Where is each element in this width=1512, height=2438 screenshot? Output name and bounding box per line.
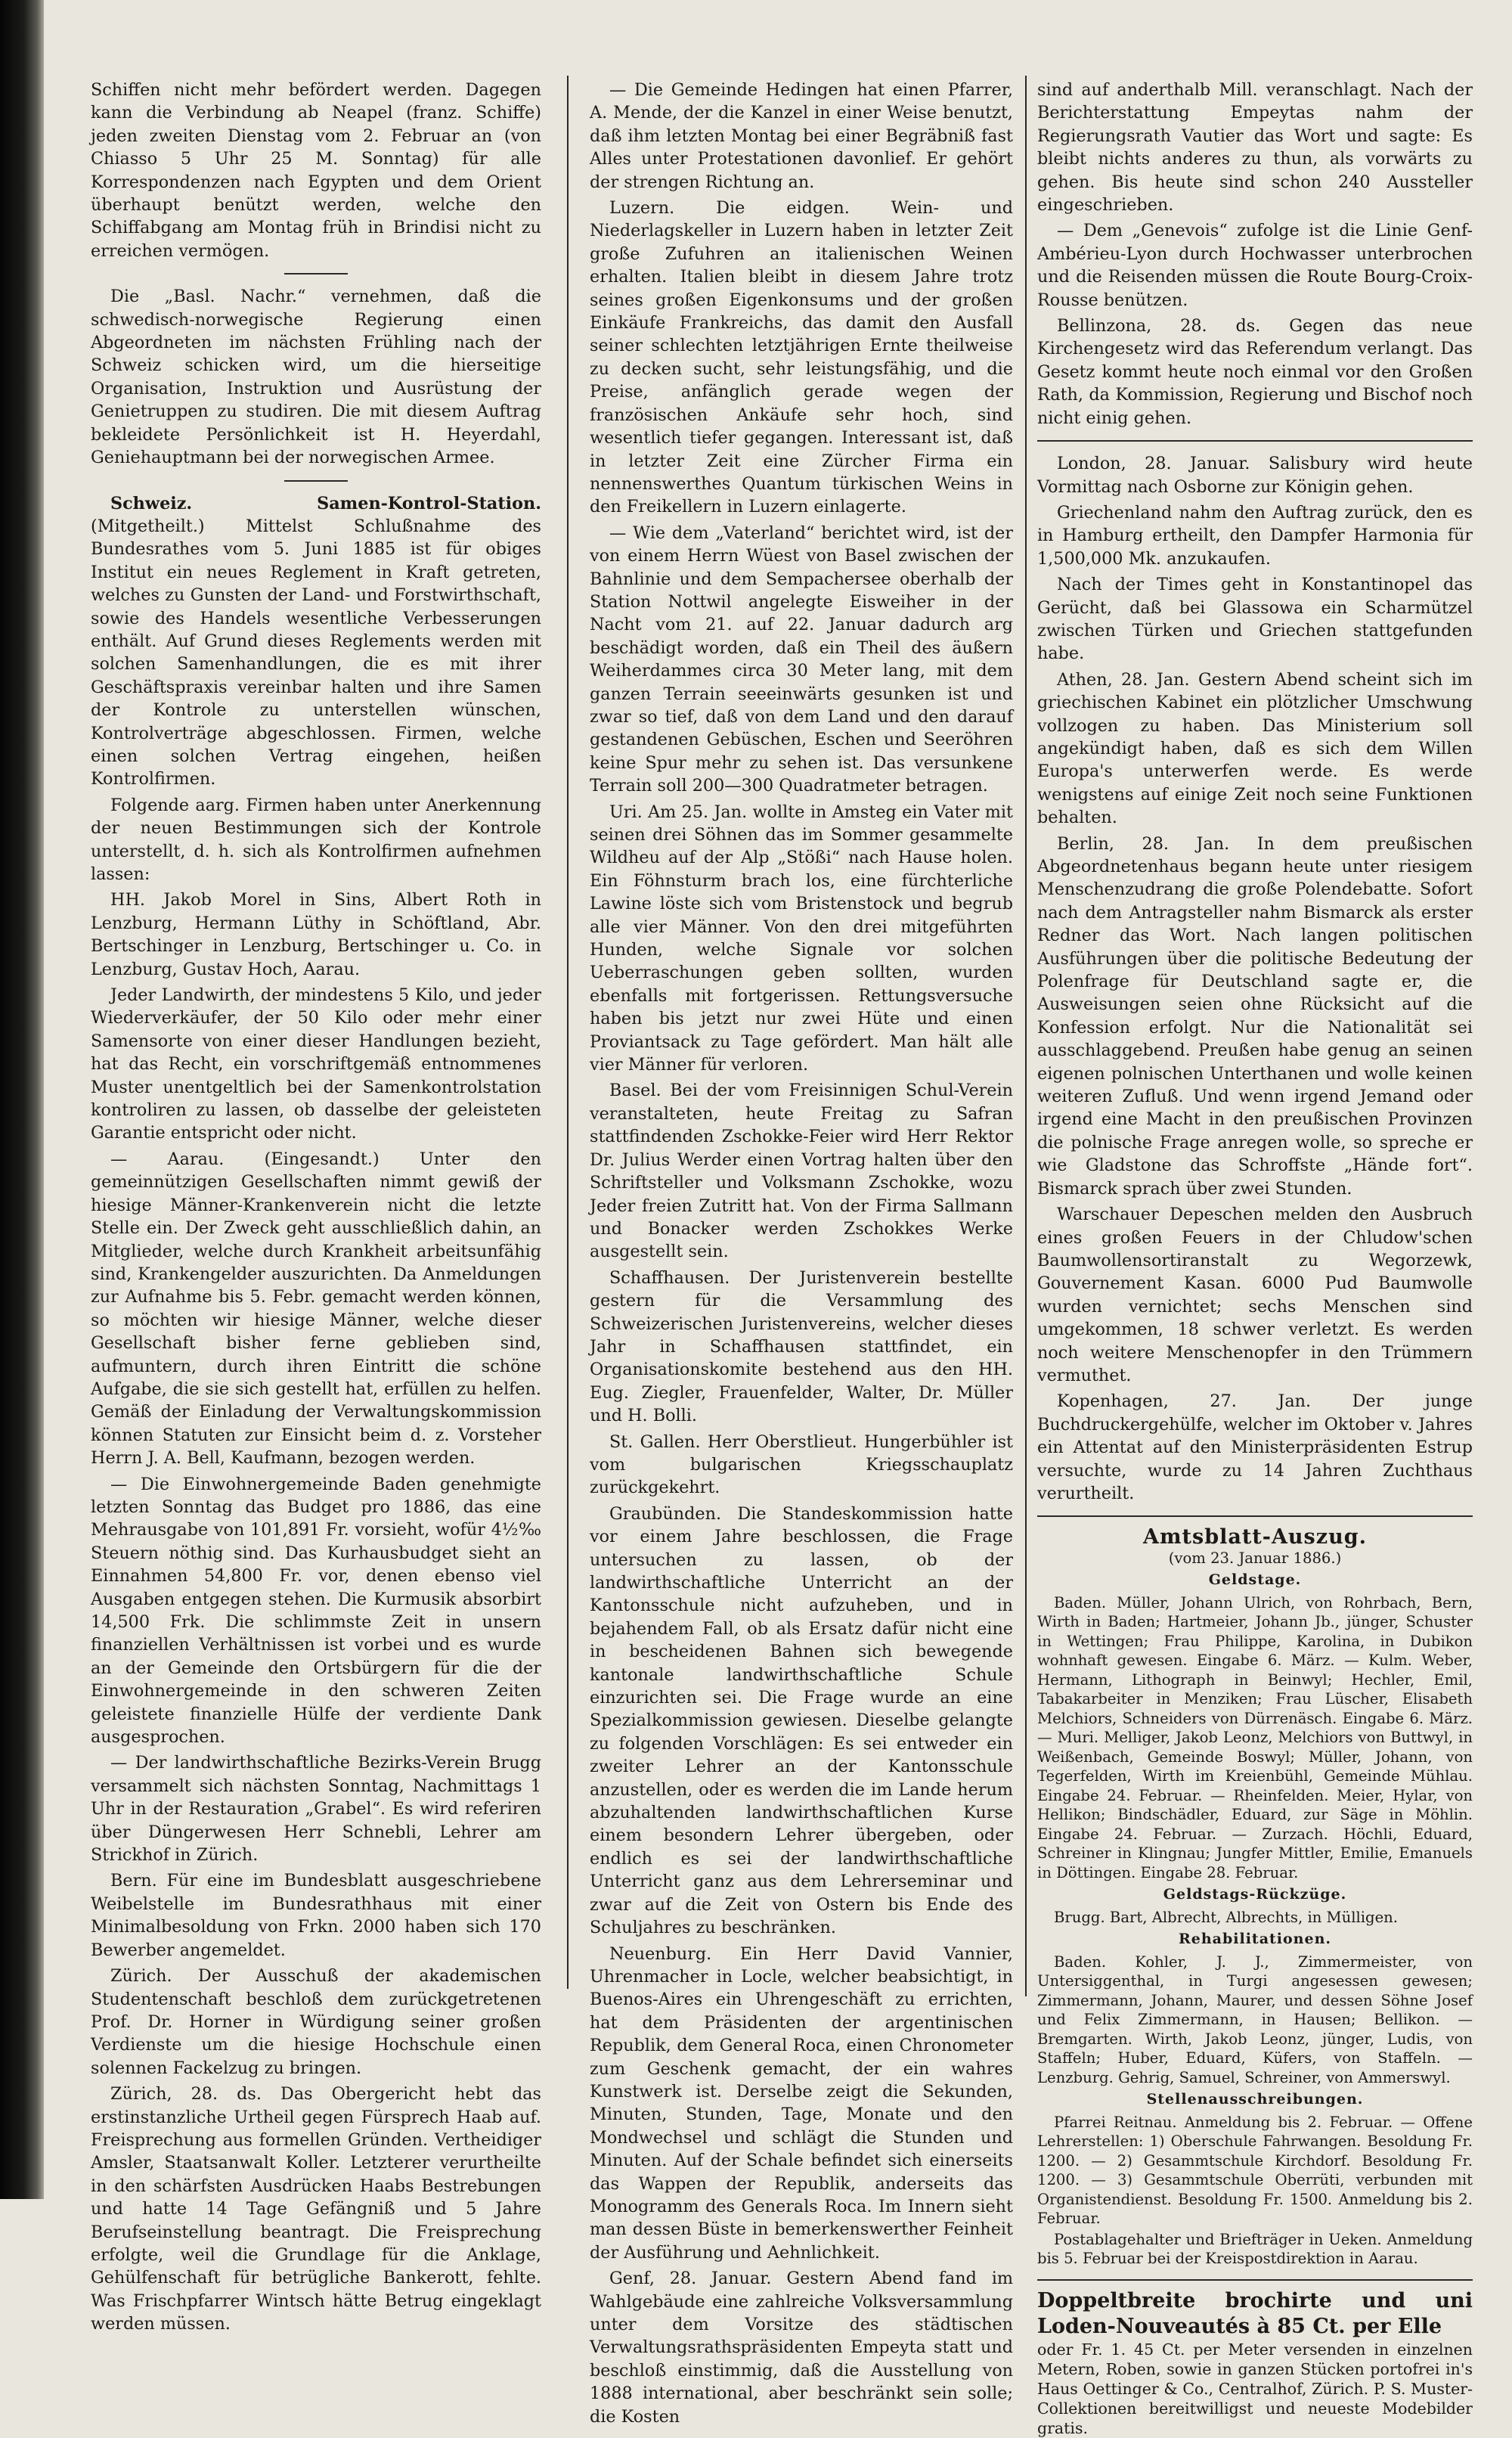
amtsblatt-section [1037, 1525, 1473, 2269]
article-berlin: Berlin, 28. Jan. In dem preußischen Abgeordnetenhaus begann heute unter riesigem Menschenzudrang die große Polendebatte. Sofort nach dem Antragsteller nahm Bismarck als erster Redner das Wort. Nach langen politischen Ausführungen über die politische Bedeutung der Polenfrage für Deutschland sagte er, die Ausweisungen seien ohne Rücksicht auf die Konfession erfolgt. Nur die Nationalität sei ausschlaggebend. Preußen habe genug an seinen eigenen polnischen Unterthanen und wolle keinen weiteren Zufluß. Und wenn irgend Jemand oder irgend eine Macht in den preußischen Provinzen die polnische Frage anregen wolle, so spreche er wie Gladstone das Schroffste „Hände fort“. Bismarck sprach über zwei Stunden. [1037, 833, 1473, 1199]
column-3 [1037, 79, 1473, 2438]
separator [1037, 1515, 1473, 1517]
article-st-gallen: St. Gallen. Herr Oberstlieut. Hungerbühler ist vom bulgarischen Kriegsschauplatz zurückgekehrt. [590, 1431, 1013, 1498]
geldstage-heading: Geldstage. [1208, 1571, 1302, 1589]
separator [284, 480, 348, 482]
article-bern: Bern. Für eine im Bundesblatt ausgeschriebene Weibelstelle im Bundesrathhaus mit einer Minimalbesoldung von Frkn. 2000 haben sich 170 Bewerber angemeldet. [91, 1871, 541, 1960]
article-zurich-students: Zürich. Der Ausschuß der akademischen Studentenschaft beschloß dem zurückgetretenen Prof. Dr. Horner in Würdigung seiner großen Verdienste um die hiesige Hochschule einen solennen Fackelzug zu bringen. [91, 1966, 541, 2078]
advertisement [1037, 2279, 1473, 2438]
column-2 [590, 79, 1013, 2431]
geldstage-text: Baden. Müller, Johann Ulrich, von Rohrbach, Bern, Wirth in Baden; Hartmeier, Johann Jb., jünger, Schuster in Wettingen; Frau Philippe, Karolina, in Dubikon wohnhaft gewesen. Eingabe 6. März. — Kulm. Weber, Hermann, Lithograph in Beinwyl; Hechler, Emil, Tabakarbeiter in Menziken; Frau Lüscher, Elisabeth Melchiors, Schneiders von Dürrenäsch. Eingabe 6. März. — Muri. Melliger, Jakob Leonz, Melchiors von Buttwyl, in Weißenbach, Gemeinde Boswyl; Müller, Johann, von Tegerfelden, Wirth im Kreienbühl, Gemeinde Mühlau. Eingabe 24. Februar. — Rheinfelden. Meier, Hylar, von Hellikon; Bindschädler, Eduard, zur Säge in Möhlin. Eingabe 24. Februar. — Zurzach. Höchli, Eduard, Schreiner in Klingnau; Jungfer Mittler, Emilie, Emanuels in Döttingen. Eingabe 28. Februar. [1037, 1593, 1473, 1881]
article-kopenhagen: Kopenhagen, 27. Jan. Der junge Buchdruckergehülfe, welcher im Oktober v. Jahres ein Attentat auf den Ministerpräsidenten Estrup versuchte, wurde zu 14 Jahren Zuchthaus verurtheilt. [1037, 1391, 1473, 1503]
article-neuenburg: Neuenburg. Ein Herr David Vannier, Uhrenmacher in Locle, welcher beabsichtigt, in Buenos-Aires ein Uhrengeschäft zu errichten, hat dem Präsidenten der argentinischen Republik, dem General Roca, einen Chronometer zum Geschenk gemacht, der ein wahres Kunstwerk ist. Derselbe zeigt die Sekunden, Minuten, Stunden, Tage, Monate und den Mondwechsel und schlägt die Stunden und Minuten. Auf der Schale befindet sich einerseits das Wappen der Republik, anderseits das Monogramm des Generals Roca. Im Innern sieht man dessen Büste in bemerkenswerther Feinheit der Ausführung und Aehnlichkeit. [590, 1943, 1013, 2263]
article-seed-firms-list: HH. Jakob Morel in Sins, Albert Roth in Lenzburg, Hermann Lüthy in Schöftland, Abr. Bertschinger in Lenzburg, Bertschinger u. Co. in Lenzburg, Gustav Hoch, Aarau. [91, 890, 541, 979]
article-warschau: Warschauer Depeschen melden den Ausbruch eines großen Feuers in der Chludow'schen Baumwollensortiranstalt zu Wegorzewk, Gouvernement Kasan. 6000 Pud Baumwolle wurden vernichtet; sechs Menschen sind umgekommen, 18 schwer verletzt. Es werden noch weitere Menschenopfer in den Trümmern vermuthet. [1037, 1205, 1473, 1385]
article-schaffhausen: Schaffhausen. Der Juristenverein bestellte gestern für die Versammlung des Schweizerischen Juristenvereins, welcher dieses Jahr in Schaffhausen stattfindet, ein Organisationskomite bestehend aus den HH. Eug. Ziegler, Frauenfelder, Walter, Dr. Müller und H. Bolli. [590, 1267, 1013, 1426]
amtsblatt-date: (vom 23. Januar 1886.) [1168, 1549, 1342, 1567]
geldstags-rueckzuege-text: Brugg. Bart, Albrecht, Albrechts, in Mülligen. [1054, 1908, 1399, 1926]
separator [1037, 440, 1473, 442]
post-text: Postablagehalter und Briefträger in Ueken. Anmeldung bis 5. Februar bei der Kreispostdirektion in Aarau. [1037, 2230, 1473, 2268]
article-greece-ship: Griechenland nahm den Auftrag zurück, den es in Hamburg ertheilt, den Dampfer Harmonia für 1,500,000 Mk. anzukaufen. [1037, 502, 1473, 569]
article-bellinzona: Bellinzona, 28. ds. Gegen das neue Kirchengesetz wird das Referendum verlangt. Das Gesetz kommt heute noch einmal vor den Großen Rath, da Kommission, Regierung und Bischof noch nicht einig gehen. [1037, 316, 1473, 428]
article-seed-station: (Mitgetheilt.) Mittelst Schlußnahme des Bundesrathes vom 5. Juni 1885 ist für obiges Institut ein neues Reglement in Kraft getreten, welches zu Gunsten der Land- und Forstwirthschaft, sowie des Handels wesentliche Verbesserungen enthält. Auf Grund dieses Reglements werden mit solchen Samenhandlungen, die es mit ihrer Geschäftspraxis vereinbar halten und ihre Samen der Kontrole zu unterstellen wünschen, Kontrolverträge abgeschlossen. Firmen, welche einen solchen Vertrag eingehen, heißen Kontrolfirmen. [91, 516, 541, 789]
column-divider [567, 76, 569, 1989]
article-zurich-court: Zürich, 28. ds. Das Obergericht hebt das erstinstanzliche Urtheil gegen Fürsprech Haab auf. Freisprechung aus formellen Gründen. Vertheidiger Amsler, Staatsanwalt Koller. Letzterer verurtheilte in den schärfsten Ausdrücken Haabs Bestrebungen und hatte 14 Tage Gefängniß und 5 Jahre Berufseinstellung beantragt. Die Freisprechung erfolgte, weil die Grundlage für die Anklage, Gehülfenschaft für betrügliche Bankerott, fehlte. Was Frischpfarrer Wintsch hätte Betrug eingeklagt werden müssen. [91, 2084, 541, 2334]
article-aarau-sick-fund: — Aarau. (Eingesandt.) Unter den gemeinnützigen Gesellschaften nimmt gewiß der hiesige Männer-Krankenverein nicht die letzte Stelle ein. Der Zweck geht ausschließlich dahin, an Mitglieder, welche durch Krankheit arbeitsunfähig sind, Krankengelder auszurichten. Da Anmeldungen zur Aufnahme bis 5. Febr. gemacht werden können, so möchten wir hiesige Männer, welche dieser Gesellschaft bisher ferne geblieben sind, aufmuntern, durch ihren Eintritt die schöne Aufgabe, die sie sich gestellt hat, erfüllen zu helfen. Gemäß der Einladung der Verwaltungskommission können Statuten zur Einsicht beim d. z. Vorsteher Herrn J. A. Bell, Kaufmann, bezogen werden. [91, 1149, 541, 1469]
article-graubuenden: Graubünden. Die Standeskommission hatte vor einem Jahre beschlossen, die Frage untersuchen zu lassen, ob der landwirthschaftliche Unterricht an der Kantonsschule nicht aufzuheben, und in bejahendem Fall, ob als Ersatz dafür nicht eine in bescheidenen Bahnen sich bewegende kantonale landwirthschaftliche Schule einzurichten sei. Die Frage wurde an eine Spezialkommission gewiesen. Dieselbe gelangte zu folgenden Vorschlägen: Es sei entweder ein zweiter Lehrer an der Kantonsschule anzustellen, oder es werden die im Lande herum abzuhaltenden landwirthschaftlichen Kurse einem besondern Lehrer übergeben, oder endlich es sei der landwirthschaftliche Unterricht ganz aus dem Lehrerseminar und zwar auf die Zeit von Ostern bis Ende des Schuljahres zu beschränken. [590, 1503, 1013, 1938]
article-brugg-farmers: — Der landwirthschaftliche Bezirks-Verein Brugg versammelt sich nächsten Sonntag, Nachmittags 1 Uhr in der Restauration „Grabel“. Es wird referiren über Düngerwesen Herr Schnebli, Lehrer am Strickhof in Zürich. [91, 1753, 541, 1866]
ad-body: oder Fr. 1. 45 Ct. per Meter versenden in einzelnen Metern, Roben, sowie in ganzen Stücken portofrei in's Haus Oettinger & Co., Centralhof, Zürich. P. S. Muster-Collektionen bereitwilligst und neueste Modebilder gratis. [1037, 2340, 1473, 2437]
article-luzern-wine: Luzern. Die eidgen. Wein- und Niederlagskeller in Luzern haben in letzter Zeit große Zufuhren an italienischen Weinen erhalten. Italien bleibt in diesem Jahre trotz seines großen Eigenkonsums und der großen Einkäufe Frankreichs, das damit den Ausfall seiner schlechten letztjährigen Ernte theilweise zu decken sucht, sehr leistungsfähig, und die Preise, anfänglich gerade wegen der französischen Ankäufe sehr hoch, sind wesentlich tiefer gegangen. Interessant ist, daß in letzter Zeit eine Zürcher Firma ein nennenswerthes Quantum türkischen Weins in den Freikellern in Luzern einlagerte. [590, 198, 1013, 517]
article-heading-seed-station: Schweiz. Samen-Kontrol-Station. [110, 493, 541, 513]
amtsblatt-title: Amtsblatt-Auszug. [1143, 1525, 1367, 1549]
stellen-text: Pfarrei Reitnau. Anmeldung bis 2. Februar. — Offene Lehrerstellen: 1) Oberschule Fahrwangen. Besoldung Fr. 1200. — 2) Gesammtschule Kirchdorf. Besoldung Fr. 1200. — 3) Gesammtschule Oberrüti, verbunden mit Organistendienst. Besoldung Fr. 1500. Anmeldung bis 2. Februar. [1037, 2113, 1473, 2228]
rehabilitationen-heading: Rehabilitationen. [1178, 1931, 1332, 1948]
article-hedingen: — Die Gemeinde Hedingen hat einen Pfarrer, A. Mende, der die Kanzel in einer Weise benutzt, daß ihm letzten Montag bei einer Begräbniß fast Alles unter Protestationen davonlief. Er gehört der strengen Richtung an. [590, 80, 1013, 192]
article-basel-zschokke: Basel. Bei der vom Freisinnigen Schul-Verein veranstalteten, heute Freitag zu Safran stattfindenden Zschokke-Feier wird Herr Rektor Dr. Julius Werder einen Vortrag halten über den Schriftsteller und Volksmann Zschokke, wozu Jeder freien Zutritt hat. Von der Firma Sallmann und Bonacker werden Zschokkes Werke ausgestellt sein. [590, 1081, 1013, 1262]
newspaper-page [91, 79, 1483, 2437]
article-genf: Genf, 28. Januar. Gestern Abend fand im Wahlgebäude eine zahlreiche Volksversammlung unter dem Vorsitze des städtischen Verwaltungsrathspräsidenten Empeyta statt und beschloß einstimmig, daß die Ausstellung von 1888 international, aber beschränkt sein solle; die Kosten [590, 2269, 1013, 2427]
article-seed-firms-intro: Folgende aarg. Firmen haben unter Anerkennung der neuen Bestimmungen sich der Kontrole unterstellt, d. h. sich als Kontrolfirmen aufnehmen lassen: [91, 795, 541, 884]
column-divider [1025, 76, 1027, 1996]
article-postal-service: Schiffen nicht mehr befördert werden. Dagegen kann die Verbindung ab Neapel (franz. Schiffe) jeden zweiten Dienstag vom 2. Februar an (von Chiasso 5 Uhr 25 M. Sonntag) für alle Korrespondenzen nach Egypten und dem Orient überhaupt benützt werden, welche den Schiffabgang am Montag früh in Brindisi nicht zu erreichen vermögen. [91, 80, 541, 261]
geldstags-rueckzuege-heading: Geldstags-Rückzüge. [1163, 1886, 1347, 1903]
article-seed-farmers: Jeder Landwirth, der mindestens 5 Kilo, und jeder Wiederverkäufer, der 50 Kilo oder mehr einer Samensorte von einer dieser Handlungen bezieht, hat das Recht, ein vorschriftgemäß entnommenes Muster unentgeltlich bei der Samenkontrolstation kontroliren zu lassen, ob dasselbe der geleisteten Garantie entspricht oder nicht. [91, 985, 541, 1143]
book-binding-edge [0, 0, 44, 2199]
article-uri-avalanche: Uri. Am 25. Jan. wollte in Amsteg ein Vater mit seinen drei Söhnen das im Sommer gesammelte Wildheu auf der Alp „Stößi“ nach Hause holen. Ein Föhnsturm brach los, eine fürchterliche Lawine löste sich vom Bristenstock und begrub alle vier Männer. Von den drei mitgeführten Hunden, welche Signale vor solchen Ueberraschungen geben sollten, wurden ebenfalls mit fortgerissen. Rettungsversuche haben bis jetzt nur zwei Hüte und einen Proviantsack zu Tage gefördert. Man hält alle vier Männer für verloren. [590, 802, 1013, 1075]
article-genf-cont: sind auf anderthalb Mill. veranschlagt. Nach der Berichterstattung Empeytas nahm der Regierungsrath Vautier das Wort und sagte: Es bleibt nichts anderes zu thun, als vorwärts zu gehen. Bis heute sind schon 240 Aussteller eingeschrieben. [1037, 80, 1473, 216]
ad-title: Doppeltbreite brochirte und uni Loden-Nouveautés à 85 Ct. per Elle [1037, 2288, 1473, 2338]
article-genevois: — Dem „Genevois“ zufolge ist die Linie Genf-Ambérieu-Lyon durch Hochwasser unterbrochen und die Reisenden müssen die Route Bourg-Croix-Rousse benützen. [1037, 221, 1473, 310]
article-baden-budget: — Die Einwohnergemeinde Baden genehmigte letzten Sonntag das Budget pro 1886, das eine Mehrausgabe von 101,891 Fr. vorsieht, wofür 4½‰ Steuern nöthig sind. Das Kurhausbudget sieht an Einnahmen 54,800 Fr. vor, denen ebenso viel Ausgaben entgegen stehen. Die Kurmusik absorbirt 14,500 Frk. Die schlimmste Zeit in unsern finanziellen Verhältnissen ist vorbei und es wurde an der Gemeinde den Ortsbürgern für die der Einwohnergemeinde in den schweren Zeiten geleistete finanzielle Hülfe der verdiente Dank ausgesprochen. [91, 1474, 541, 1748]
separator [284, 273, 348, 275]
article-times: Nach der Times geht in Konstantinopel das Gerücht, daß bei Glassowa ein Scharmützel zwischen Türken und Griechen stattgefunden habe. [1037, 575, 1473, 664]
article-london: London, 28. Januar. Salisbury wird heute Vormittag nach Osborne zur Königin gehen. [1037, 454, 1473, 497]
article-vaterland-pond: — Wie dem „Vaterland“ berichtet wird, ist der von einem Herrn Wüest von Basel zwischen der Bahnlinie und dem Sempachersee oberhalb der Station Nottwil angelegte Eisweiher in der Nacht vom 21. auf 22. Januar dadurch arg beschädigt worden, daß ein Theil des äußern Weiherdammes circa 30 Meter lang, mit dem ganzen Terrain seeeinwärts gesunken ist und zwar so tief, daß von dem Land und den darauf gestandenen Gebüschen, Eschen und Seeröhren keine Spur mehr zu sehen ist. Das versunkene Terrain soll 200—300 Quadratmeter betragen. [590, 523, 1013, 796]
article-athen: Athen, 28. Jan. Gestern Abend scheint sich im griechischen Kabinet ein plötzlicher Umschwung vollzogen zu haben. Das Ministerium soll angekündigt haben, daß es sich dem Willen Europa's unterwerfen werde. Es werde wenigstens auf einige Zeit noch seine Funktionen behalten. [1037, 669, 1473, 828]
stellen-heading: Stellenausschreibungen. [1146, 2091, 1364, 2108]
column-1 [91, 79, 541, 2339]
article-norwegian-delegate: Die „Basl. Nachr.“ vernehmen, daß die schwedisch-norwegische Regierung einen Abgeordneten im nächsten Frühling nach der Schweiz schicken wird, um die hierseitige Organisation, Instruktion und Ausrüstung der Genietruppen zu studiren. Die mit diesem Auftrag bekleidete Persönlichkeit ist H. Heyerdahl, Geniehauptmann bei der norwegischen Armee. [91, 287, 541, 468]
rehabilitationen-text: Baden. Kohler, J. J., Zimmermeister, von Untersiggenthal, in Turgi angesessen gewesen; Zimmermann, Johann, Maurer, und dessen Söhne Josef und Felix Zimmermann, in Hausen; Bellikon. — Bremgarten. Wirth, Jakob Leonz, jünger, Ludis, von Staffeln; Huber, Eduard, Küfers, von Staffeln. — Lenzburg. Gehrig, Samuel, Schreiner, von Ammerswyl. [1037, 1953, 1473, 2086]
